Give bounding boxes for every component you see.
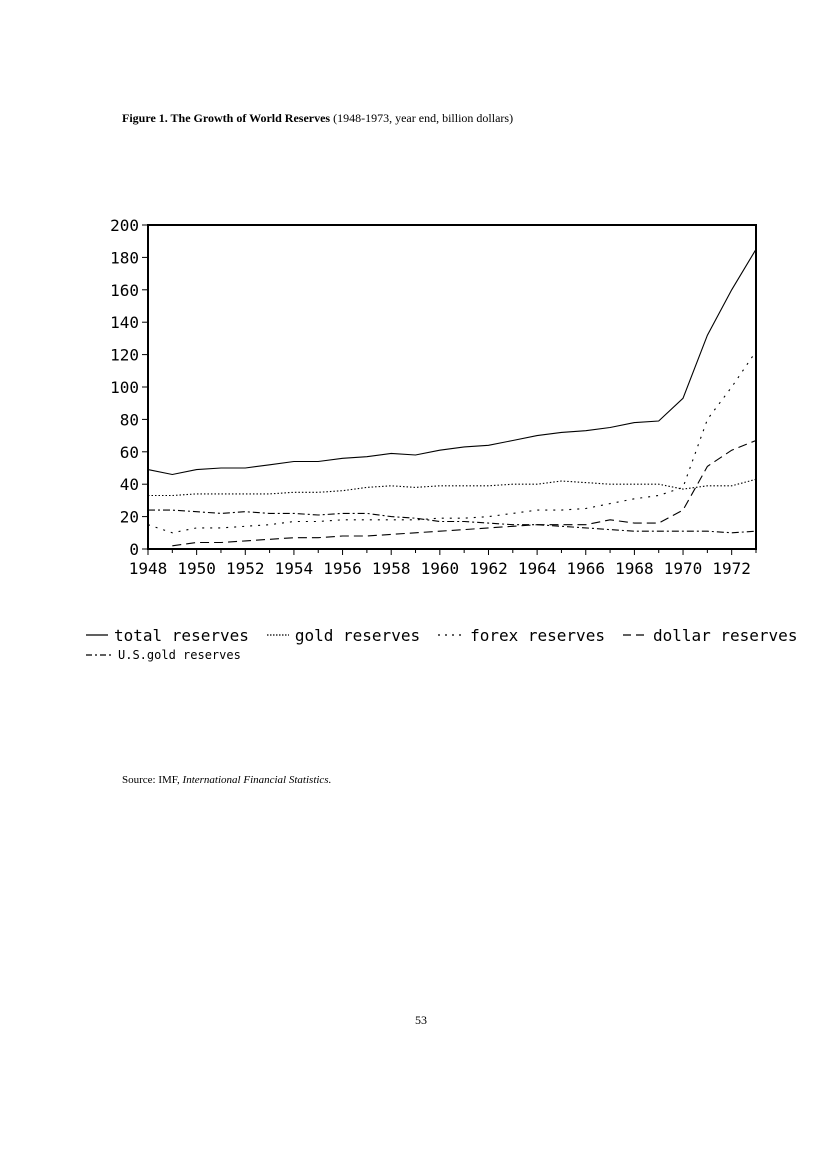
legend-item-gold-reserves xyxy=(267,626,420,645)
x-tick-label: 1952 xyxy=(226,559,265,578)
figure-title-subtitle: (1948-1973, year end, billion dollars) xyxy=(333,111,514,125)
y-tick-label: 100 xyxy=(110,378,139,397)
y-tick-label: 20 xyxy=(119,507,139,527)
x-tick-label: 1948 xyxy=(128,559,168,578)
source-prefix: Source: IMF, xyxy=(122,774,180,786)
legend-label-total-reserves: total reserves xyxy=(114,625,249,645)
x-tick-label: 1950 xyxy=(177,559,216,578)
x-tick-label: 1972 xyxy=(712,559,751,578)
legend-swatch-total-reserves xyxy=(86,630,108,640)
x-tick-label: 1956 xyxy=(323,559,362,578)
y-tick-label: 120 xyxy=(110,345,139,365)
x-tick-label: 1954 xyxy=(274,559,314,578)
source-publication: International Financial Statistics. xyxy=(182,774,332,786)
legend-swatch-forex-reserves xyxy=(438,630,464,640)
y-tick-label: 180 xyxy=(110,248,139,268)
x-tick-label: 1962 xyxy=(469,559,508,578)
chart-legend xyxy=(86,624,815,664)
legend-label-dollar-reserves: dollar reserves xyxy=(652,625,798,645)
legend-swatch-gold-reserves xyxy=(267,630,289,640)
y-tick-label: 0 xyxy=(129,540,139,559)
y-tick-label: 140 xyxy=(110,313,139,333)
series-line-forex-reserves xyxy=(148,351,756,532)
page-number: 53 xyxy=(415,1013,427,1027)
legend-label-us-gold-reserves: U.S.gold reserves xyxy=(118,648,241,662)
x-tick-label: 1964 xyxy=(517,559,557,578)
legend-item-total-reserves xyxy=(86,626,249,645)
series-line-dollar-reserves xyxy=(172,441,756,546)
x-tick-label: 1968 xyxy=(615,559,654,578)
plot-frame xyxy=(148,225,756,549)
legend-label-forex-reserves: forex reserves xyxy=(470,625,605,645)
y-tick-label: 60 xyxy=(119,442,139,462)
source-note xyxy=(122,774,331,786)
legend-item-forex-reserves xyxy=(438,626,605,645)
y-tick-label: 160 xyxy=(110,280,139,300)
x-tick-label: 1970 xyxy=(663,559,703,578)
x-tick-label: 1960 xyxy=(420,559,460,578)
legend-item-us-gold-reserves xyxy=(86,648,241,662)
series-line-total-reserves xyxy=(148,249,756,474)
x-tick-label: 1958 xyxy=(371,559,411,578)
legend-swatch-dollar-reserves xyxy=(623,630,647,640)
legend-item-dollar-reserves xyxy=(623,626,798,645)
y-tick-label: 80 xyxy=(119,410,139,430)
x-tick-label: 1966 xyxy=(566,559,606,578)
figure-title-bold: Figure 1. The Growth of World Reserves xyxy=(122,111,331,125)
legend-label-gold-reserves: gold reserves xyxy=(294,625,421,645)
y-tick-label: 200 xyxy=(110,216,139,235)
legend-swatch-us-gold-reserves xyxy=(86,650,112,660)
y-tick-label: 40 xyxy=(119,475,139,495)
series-line-u-s-gold-reserves xyxy=(148,510,756,533)
